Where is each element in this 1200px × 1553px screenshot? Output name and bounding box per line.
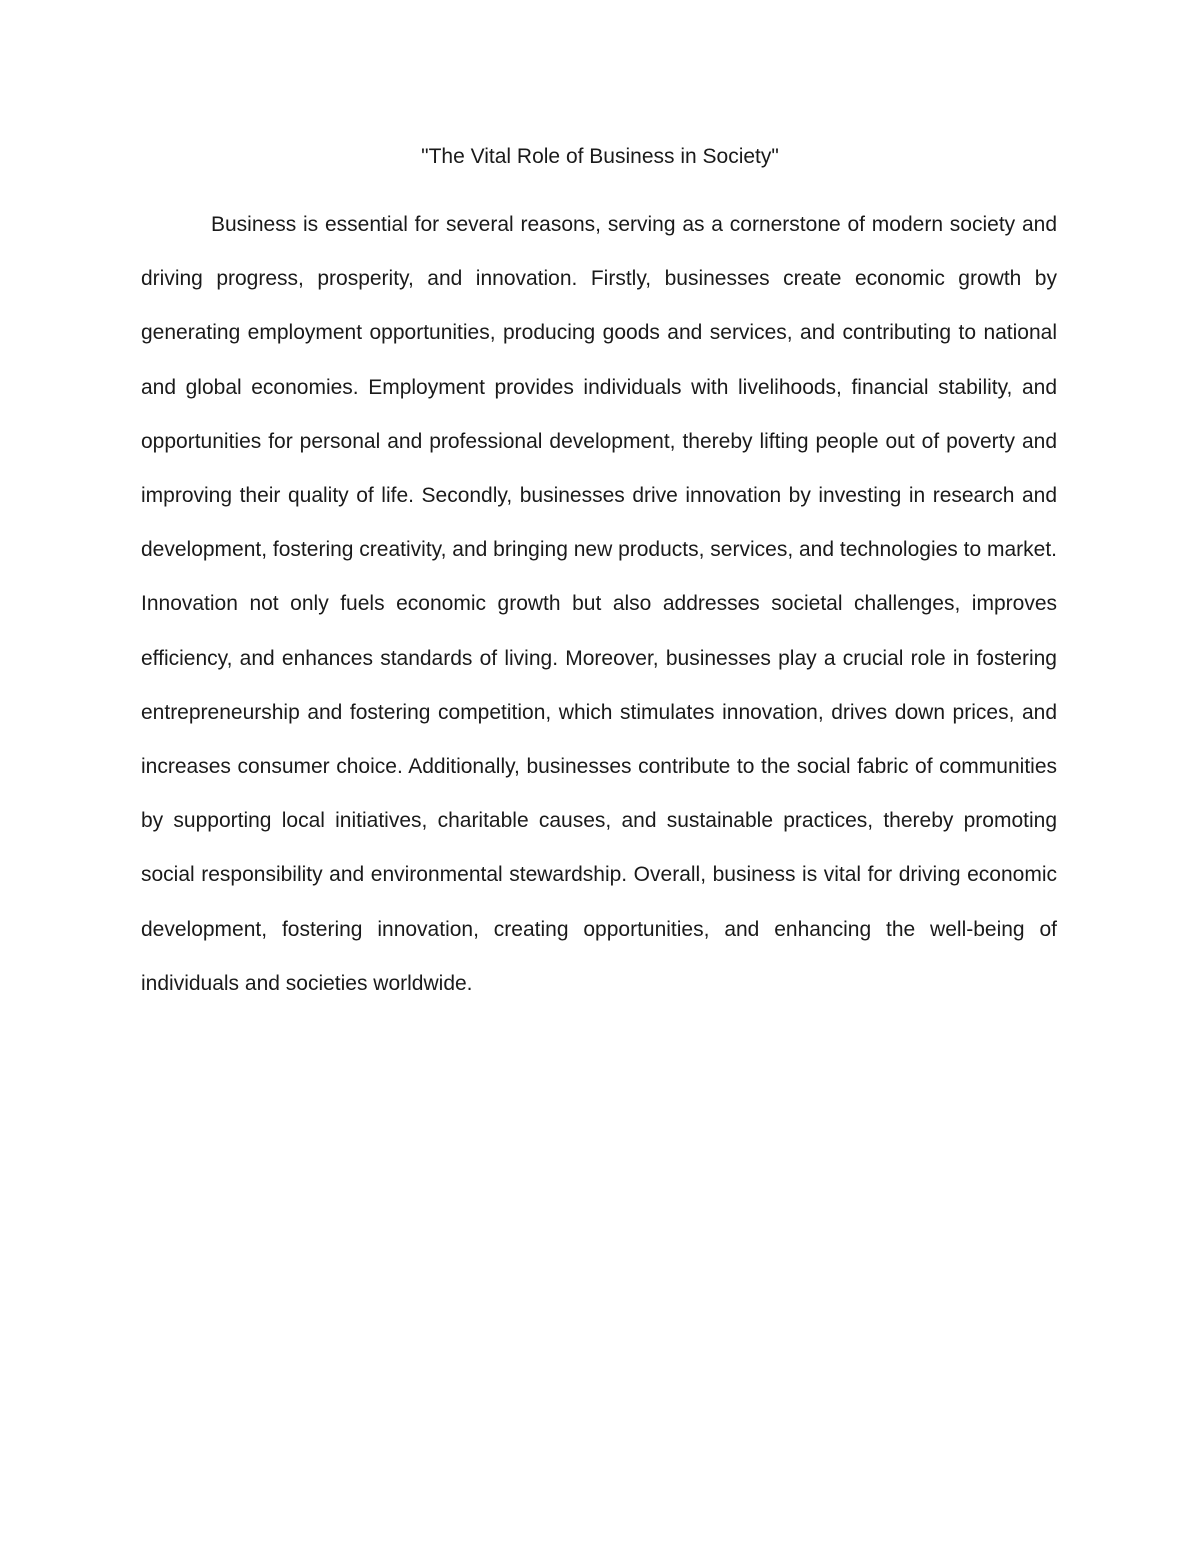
document-title: "The Vital Role of Business in Society" (421, 145, 779, 168)
body-paragraph: Business is essential for several reasons, serving as a cornerstone of modern society and driving progress, prosperity, and innovation. Firstly, businesses create economic growth by generating employment opportunities, producing goods and services, and contributing to national and global economies. Employment provides individuals with livelihoods, financial stability, and opportunities for personal and professional development, thereby lifting people out of poverty and improving their quality of life. Secondly, businesses drive innovation by investing in research and development, fostering creativity, and bringing new products, services, and technologies to market. Innovation not only fuels economic growth but also addresses societal challenges, improves efficiency, and enhances standards of living. Moreover, businesses play a crucial role in fostering entrepreneurship and fostering competition, which stimulates innovation, drives down prices, and increases consumer choice. Additionally, businesses contribute to the social fabric of communities by supporting local initiatives, charitable causes, and sustainable practices, thereby promoting social responsibility and environmental stewardship. Overall, business is vital for driving economic development, fostering innovation, creating opportunities, and enhancing the well-being of individuals and societies worldwide. (141, 213, 1057, 995)
